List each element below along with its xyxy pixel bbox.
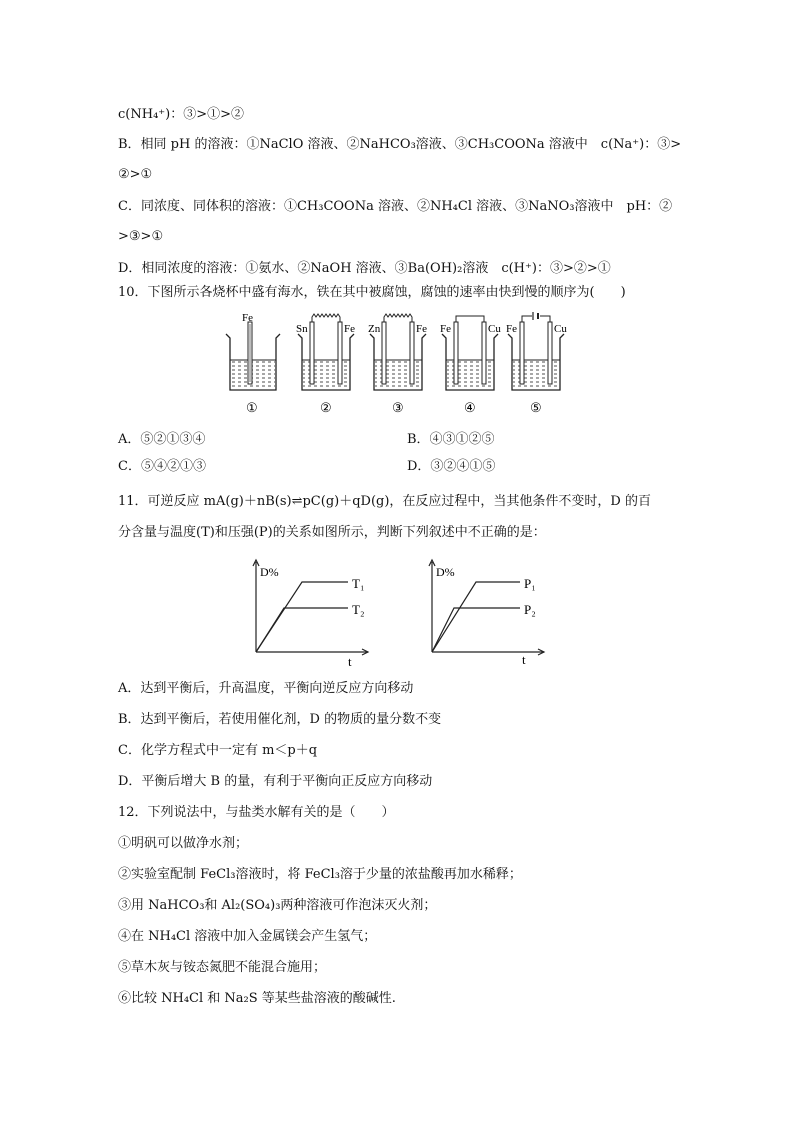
q10-stem: 10．下图所示各烧杯中盛有海水，铁在其中被腐蚀，腐蚀的速率由快到慢的顺序为( )	[118, 285, 626, 300]
graph-pressure-xlabel: t	[522, 652, 526, 667]
beaker-1	[226, 312, 280, 415]
beaker-5-number: ⑤	[530, 400, 542, 415]
beaker-4	[440, 316, 501, 415]
q9-option-d: D．相同浓度的溶液：①氨水、②NaOH 溶液、③Ba(OH)₂溶液 c(H⁺)：③>②>①	[118, 261, 611, 276]
beaker-3-right-label: Fe	[416, 323, 427, 335]
beaker-3	[368, 314, 427, 415]
beaker-2-number: ②	[320, 400, 332, 415]
beaker-4-number: ④	[464, 400, 476, 415]
beaker-4-left-label: Fe	[440, 323, 451, 335]
graph-temperature-xlabel: t	[348, 654, 352, 669]
q12-item-6: ⑥比较 NH₄Cl 和 Na₂S 等某些盐溶液的酸碱性.	[118, 991, 396, 1006]
q11-stem: 11．可逆反应 mA(g)＋nB(s)⇌pC(g)＋qD(g)，在反应过程中，当其他条件不变时，D 的百	[118, 494, 651, 509]
curve-t2-label: T₂	[352, 602, 365, 617]
q12-item-4: ④在 NH₄Cl 溶液中加入金属镁会产生氢气；	[118, 929, 377, 944]
beaker-2	[296, 314, 355, 415]
curve-p1-label: P₁	[524, 576, 536, 591]
q10-option-a: A．⑤②①③④	[118, 432, 206, 447]
q12-item-5: ⑤草木灰与铵态氮肥不能混合施用；	[118, 960, 327, 975]
beaker-3-number: ③	[392, 400, 404, 415]
beaker-figure	[220, 312, 567, 420]
beaker-1-left-label: Fe	[242, 312, 253, 324]
q9-option-b-continuation: ②>①	[118, 167, 153, 182]
graph-pressure	[416, 556, 556, 668]
beaker-4-right-label: Cu	[488, 323, 501, 335]
q10-option-d: D．③②④①⑤	[407, 459, 496, 474]
beaker-1-number: ①	[246, 400, 258, 415]
beaker-5-left-label: Fe	[506, 323, 517, 335]
q12-item-2: ②实验室配制 FeCl₃溶液时，将 FeCl₃溶于少量的浓盐酸再加水稀释；	[118, 867, 522, 882]
q9-option-c-continuation: >③>①	[118, 229, 164, 244]
q12-stem: 12．下列说法中，与盐类水解有关的是（ ）	[118, 805, 395, 820]
q9-option-b: B．相同 pH 的溶液：①NaClO 溶液、②NaHCO₃溶液、③CH₃COONa 溶液中 c(Na⁺)：③>	[118, 137, 682, 152]
q9-option-c: C．同浓度、同体积的溶液：①CH₃COONa 溶液、②NH₄Cl 溶液、③NaNO₃溶液中 pH：②	[118, 199, 673, 214]
q10-option-c: C．⑤④②①③	[118, 459, 206, 474]
q11-option-d: D．平衡后增大 B 的量，有利于平衡向正反应方向移动	[118, 774, 433, 789]
q11-option-b: B．达到平衡后，若使用催化剂，D 的物质的量分数不变	[118, 712, 442, 727]
curve-t2	[256, 608, 348, 652]
curve-t1-label: T₁	[352, 576, 365, 591]
beaker-3-left-label: Zn	[368, 323, 381, 335]
graph-temperature-ylabel: D%	[260, 565, 279, 579]
q10-option-b: B．④③①②⑤	[407, 432, 495, 447]
q11-stem-continuation: 分含量与温度(T)和压强(P)的关系如图所示，判断下列叙述中不正确的是：	[118, 525, 546, 540]
curve-p1	[432, 582, 520, 652]
beaker-2-left-label: Sn	[296, 323, 308, 335]
q11-option-c: C．化学方程式中一定有 m＜p＋q	[118, 743, 318, 758]
q12-item-3: ③用 NaHCO₃和 Al₂(SO₄)₃两种溶液可作泡沫灭火剂；	[118, 898, 437, 913]
graph-temperature	[240, 556, 380, 668]
beaker-5	[506, 312, 567, 415]
beaker-5-right-label: Cu	[554, 323, 567, 335]
beaker-2-right-label: Fe	[344, 323, 355, 335]
q12-item-1: ①明矾可以做净水剂；	[118, 836, 249, 851]
curve-p2-label: P₂	[524, 602, 536, 617]
curve-t1	[256, 582, 348, 652]
q9-a-continuation: c(NH₄⁺)：③>①>②	[118, 107, 244, 122]
q11-option-a: A．达到平衡后，升高温度，平衡向逆反应方向移动	[118, 681, 414, 696]
graph-pressure-ylabel: D%	[436, 565, 455, 579]
